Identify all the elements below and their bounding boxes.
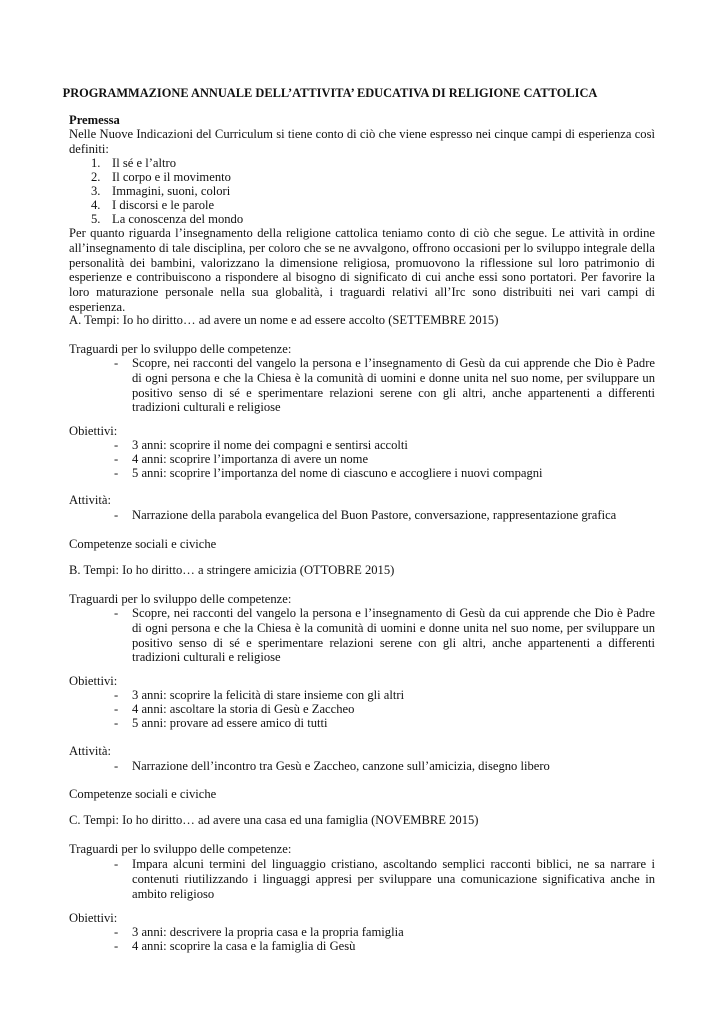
campo-item: 2. Il corpo e il movimento — [91, 170, 231, 184]
obiettivo-item: - 3 anni: scoprire la felicità di stare insieme con gli altri — [114, 688, 405, 702]
traguardo-item: - Scopre, nei racconti del vangelo la persona e l’insegnamento di Gesù da cui apprende che Dio è Padre di ogni persona e che la Chiesa è la comunità di uomini e donne unita nel suo nome, per sviluppare un positivo senso di sé e sperimentare relazioni serene con gli altri, anche appartenenti a differenti tradizioni culturali e religiose — [114, 356, 655, 415]
traguardi-label: Traguardi per lo sviluppo delle competenze: — [69, 842, 292, 856]
traguardi-label: Traguardi per lo sviluppo delle competenze: — [69, 592, 292, 606]
attivita-item: - Narrazione dell’incontro tra Gesù e Zaccheo, canzone sull’amicizia, disegno libero — [114, 759, 550, 773]
obiettivi-label: Obiettivi: — [69, 911, 118, 925]
section-b-heading: B. Tempi: Io ho diritto… a stringere amicizia (OTTOBRE 2015) — [69, 563, 395, 577]
obiettivo-item: - 3 anni: descrivere la propria casa e la propria famiglia — [114, 925, 404, 939]
campo-item: 3. Immagini, suoni, colori — [91, 184, 231, 198]
attivita-item: - Narrazione della parabola evangelica del Buon Pastore, conversazione, rappresentazione grafica — [114, 508, 617, 522]
traguardo-item: - Scopre, nei racconti del vangelo la persona e l’insegnamento di Gesù da cui apprende che Dio è Padre di ogni persona e che la Chiesa è la comunità di uomini e donne unita nel suo nome, per sviluppare un positivo senso di sé e sperimentare relazioni serene con gli altri, anche appartenenti a differenti tradizioni culturali e religiose — [114, 606, 655, 665]
attivita-label: Attività: — [69, 493, 111, 507]
traguardo-item: - Impara alcuni termini del linguaggio cristiano, ascoltando semplici racconti biblici, ne sa narrare i contenuti riutilizzando i linguaggi appresi per sviluppare una comunicazione significativa anche in ambito religioso — [114, 857, 655, 901]
campo-item: 1. Il sé e l’altro — [91, 156, 176, 170]
obiettivo-item: - 3 anni: scoprire il nome dei compagni e sentirsi accolti — [114, 438, 408, 452]
campo-item: 4. I discorsi e le parole — [91, 198, 215, 212]
obiettivo-item: - 4 anni: scoprire la casa e la famiglia di Gesù — [114, 939, 356, 953]
obiettivo-item: - 4 anni: scoprire l’importanza di avere un nome — [114, 452, 369, 466]
premessa-paragraph: Per quanto riguarda l’insegnamento della religione cattolica teniamo conto di ciò che segue. Le attività in ordine all’insegnamento di tale disciplina, per coloro che se ne avvalgono, offrono occasioni per lo sviluppo integrale della personalità dei bambini, valorizzano la dimensione religiosa, promuovono la riflessione sul loro patrimonio di esperienze e contribuiscono a rispondere al bisogno di significato di cui anche essi sono portatori. Per favorire la loro maturazione personale nella sua globalità, i traguardi relativi all’Irc sono distribuiti nei vari campi di esperienza. — [69, 226, 655, 314]
attivita-label: Attività: — [69, 744, 111, 758]
section-c-heading: C. Tempi: Io ho diritto… ad avere una casa ed una famiglia (NOVEMBRE 2015) — [69, 813, 479, 827]
obiettivi-label: Obiettivi: — [69, 674, 118, 688]
obiettivo-item: - 4 anni: ascoltare la storia di Gesù e Zaccheo — [114, 702, 355, 716]
premessa-intro: Nelle Nuove Indicazioni del Curriculum si tiene conto di ciò che viene espresso nei cinque campi di esperienza così definiti: — [69, 127, 655, 156]
campo-item: 5. La conoscenza del mondo — [91, 212, 244, 226]
premessa-heading: Premessa — [69, 113, 120, 127]
traguardi-label: Traguardi per lo sviluppo delle competenze: — [69, 342, 292, 356]
document-title: PROGRAMMAZIONE ANNUALE DELL’ATTIVITA’ EDUCATIVA DI RELIGIONE CATTOLICA — [62, 86, 598, 100]
section-a-heading: A. Tempi: Io ho diritto… ad avere un nome e ad essere accolto (SETTEMBRE 2015) — [69, 313, 499, 327]
competenze-label: Competenze sociali e civiche — [69, 787, 217, 801]
obiettivo-item: - 5 anni: provare ad essere amico di tutti — [114, 716, 328, 730]
obiettivo-item: - 5 anni: scoprire l’importanza del nome di ciascuno e accogliere i nuovi compagni — [114, 466, 543, 480]
competenze-label: Competenze sociali e civiche — [69, 537, 217, 551]
obiettivi-label: Obiettivi: — [69, 424, 118, 438]
